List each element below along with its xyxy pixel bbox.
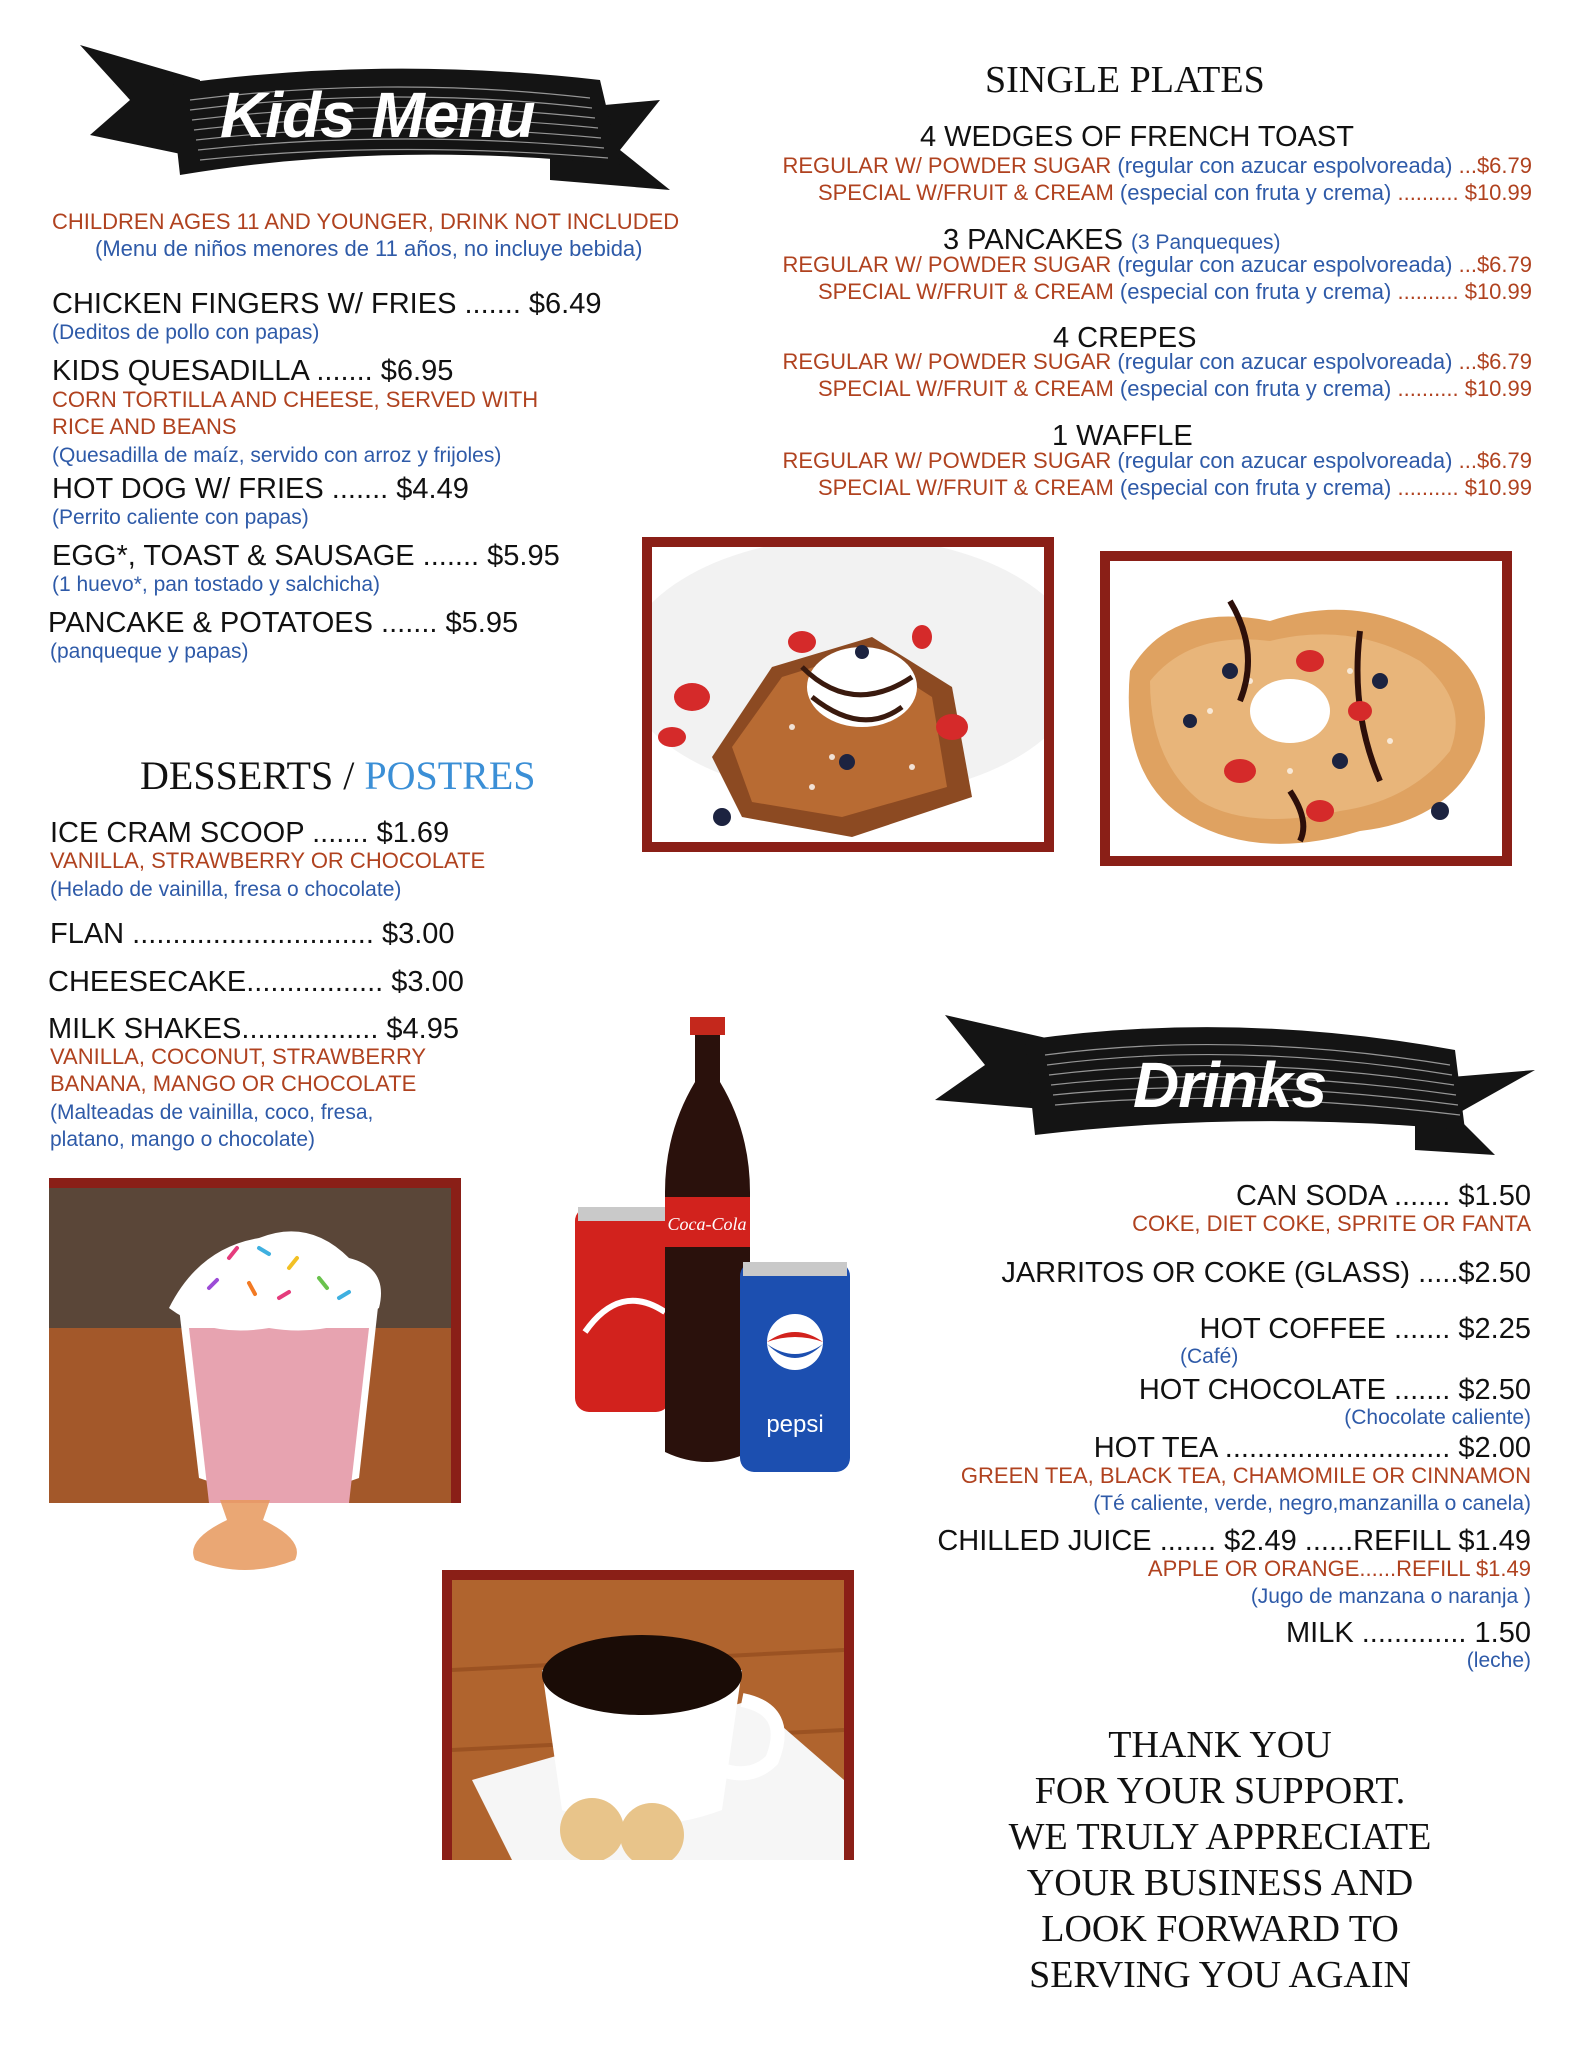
kids-item-hot-dog-es: (Perrito caliente con papas)	[52, 506, 309, 529]
drinks-title: Drinks	[1133, 1049, 1327, 1121]
thanks-line-4: YOUR BUSINESS AND	[1026, 1862, 1414, 1904]
drink-chilled-juice-es: (Jugo de manzana o naranja )	[1250, 1585, 1531, 1608]
drink-hot-coffee: HOT COFFEE ....... $2.25	[1199, 1313, 1531, 1345]
coke-label: Coca-Cola	[667, 1214, 747, 1234]
plate-crepes-special: SPECIAL W/FRUIT & CREAM (especial con fruta y crema) .......... $10.99	[817, 376, 1532, 401]
plate-french-toast-regular: REGULAR W/ POWDER SUGAR (regular con azucar espolvoreada) ...$6.79	[782, 153, 1532, 178]
drink-hot-tea-es: (Té caliente, verde, negro,manzanilla o canela)	[1093, 1492, 1531, 1515]
drink-hot-tea-desc: GREEN TEA, BLACK TEA, CHAMOMILE OR CINNAMON	[960, 1463, 1531, 1488]
dessert-flan: FLAN .............................. $3.00	[50, 918, 455, 950]
drinks-banner	[935, 1010, 1545, 1160]
milkshake-photo	[49, 1178, 461, 1503]
drink-can-soda: CAN SODA ....... $1.50	[1236, 1180, 1531, 1212]
milkshake-glass-base	[175, 1500, 315, 1572]
kids-note-en: CHILDREN AGES 11 AND YOUNGER, DRINK NOT INCLUDED	[52, 209, 680, 234]
dessert-milk-shakes-desc1: VANILLA, COCONUT, STRAWBERRY	[50, 1044, 427, 1069]
dessert-ice-cream-es: (Helado de vainilla, fresa o chocolate)	[50, 878, 402, 901]
drink-hot-tea: HOT TEA ............................ $2.00	[1093, 1432, 1531, 1464]
desserts-title	[140, 752, 536, 799]
dessert-cheesecake: CHEESECAKE................. $3.00	[48, 966, 464, 998]
drink-milk-es: (leche)	[1466, 1649, 1531, 1672]
kids-menu-title: Kids Menu	[220, 79, 535, 151]
thanks-line-6: SERVING YOU AGAIN	[1029, 1954, 1411, 1996]
plate-pancakes-title: 3 PANCAKES (3 Panqueques)	[943, 224, 1281, 256]
plate-crepes-title: 4 CREPES	[1053, 322, 1197, 354]
kids-menu-banner	[60, 40, 680, 190]
kids-note-es: (Menu de niños menores de 11 años, no incluye bebida)	[95, 236, 643, 261]
dessert-milk-shakes: MILK SHAKES................. $4.95	[48, 1013, 459, 1045]
plate-waffle-regular: REGULAR W/ POWDER SUGAR (regular con azucar espolvoreada) ...$6.79	[782, 448, 1532, 473]
dessert-milk-shakes-es2: platano, mango o chocolate)	[50, 1128, 316, 1151]
kids-item-egg-toast: EGG*, TOAST & SAUSAGE ....... $5.95	[52, 540, 560, 572]
dessert-milk-shakes-es1: (Malteadas de vainilla, coco, fresa,	[50, 1101, 374, 1124]
crepes-photo	[1100, 551, 1512, 866]
coffee-photo	[442, 1570, 854, 1860]
drink-chilled-juice: CHILLED JUICE ....... $2.49 ......REFILL $1.49	[937, 1525, 1531, 1557]
single-plates-title: SINGLE PLATES	[985, 59, 1265, 101]
kids-item-pancake-potatoes: PANCAKE & POTATOES ....... $5.95	[48, 607, 519, 639]
kids-item-egg-toast-es: (1 huevo*, pan tostado y salchicha)	[52, 573, 381, 596]
kids-item-quesadilla: KIDS QUESADILLA ....... $6.95	[52, 355, 454, 387]
drink-hot-chocolate-es: (Chocolate caliente)	[1344, 1406, 1531, 1429]
kids-item-quesadilla-desc1: CORN TORTILLA AND CHEESE, SERVED WITH	[52, 387, 539, 412]
french-toast-photo	[642, 537, 1054, 852]
thanks-line-3: WE TRULY APPRECIATE	[1008, 1816, 1432, 1858]
thanks-line-5: LOOK FORWARD TO	[1041, 1908, 1399, 1950]
kids-item-hot-dog: HOT DOG W/ FRIES ....... $4.49	[52, 473, 469, 505]
drink-jarritos-coke: JARRITOS OR COKE (GLASS) .....$2.50	[1001, 1257, 1531, 1289]
drink-hot-chocolate: HOT CHOCOLATE ....... $2.50	[1138, 1374, 1531, 1406]
dessert-ice-cream: ICE CRAM SCOOP ....... $1.69	[50, 817, 450, 849]
plate-french-toast-title: 4 WEDGES OF FRENCH TOAST	[920, 121, 1354, 153]
pepsi-label: pepsi	[766, 1411, 824, 1438]
drink-can-soda-desc: COKE, DIET COKE, SPRITE OR FANTA	[1132, 1211, 1531, 1236]
kids-item-quesadilla-es: (Quesadilla de maíz, servido con arroz y frijoles)	[52, 444, 502, 467]
kids-item-chicken-fingers-es: (Deditos de pollo con papas)	[52, 321, 320, 344]
dessert-ice-cream-desc: VANILLA, STRAWBERRY OR CHOCOLATE	[50, 848, 486, 873]
desserts-title-es: POSTRES	[364, 753, 536, 798]
kids-item-quesadilla-desc2: RICE AND BEANS	[52, 414, 237, 439]
drink-milk: MILK ............. 1.50	[1286, 1617, 1531, 1649]
plate-crepes-regular: REGULAR W/ POWDER SUGAR (regular con azucar espolvoreada) ...$6.79	[782, 349, 1532, 374]
soda-photo	[570, 1012, 860, 1482]
kids-item-pancake-potatoes-es: (panqueque y papas)	[50, 640, 249, 663]
plate-pancakes-title-es: (3 Panqueques)	[1131, 231, 1281, 254]
kids-item-chicken-fingers: CHICKEN FINGERS W/ FRIES ....... $6.49	[52, 288, 602, 320]
thank-you-message	[960, 1722, 1480, 1998]
plate-waffle-special: SPECIAL W/FRUIT & CREAM (especial con fruta y crema) .......... $10.99	[817, 475, 1532, 500]
drink-hot-coffee-es: (Café)	[1180, 1345, 1239, 1368]
plate-pancakes-special: SPECIAL W/FRUIT & CREAM (especial con fruta y crema) .......... $10.99	[817, 279, 1532, 304]
plate-waffle-title: 1 WAFFLE	[1052, 420, 1193, 452]
dessert-milk-shakes-desc2: BANANA, MANGO OR CHOCOLATE	[50, 1071, 417, 1096]
plate-pancakes-regular: REGULAR W/ POWDER SUGAR (regular con azucar espolvoreada) ...$6.79	[782, 252, 1532, 277]
thanks-line-1: THANK YOU	[1108, 1724, 1332, 1766]
thanks-line-2: FOR YOUR SUPPORT.	[1034, 1770, 1406, 1812]
desserts-title-en: DESSERTS /	[140, 753, 355, 798]
drink-chilled-juice-desc: APPLE OR ORANGE......REFILL $1.49	[1147, 1556, 1531, 1581]
plate-french-toast-special: SPECIAL W/FRUIT & CREAM (especial con fruta y crema) .......... $10.99	[817, 180, 1532, 205]
